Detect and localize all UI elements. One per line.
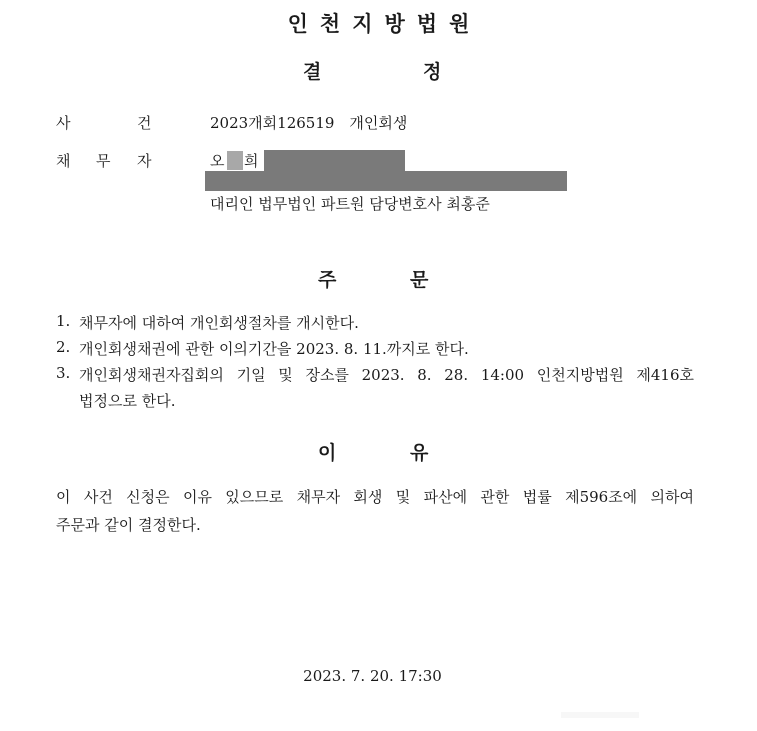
case-number: 2023개회126519 개인회생 — [210, 114, 408, 132]
case-label-char-1: 사 — [56, 114, 71, 132]
order-heading-char-1: 주 — [318, 269, 337, 291]
debtor-label-char-2: 무 — [96, 152, 111, 170]
court-title: 인천지방법원 — [287, 12, 482, 36]
order-item-continuation: 법정으로 한다. — [79, 392, 176, 410]
debtor-agent: 대리인 법무법인 파트원 담당변호사 최홍준 — [210, 195, 490, 213]
case-label-char-2: 건 — [137, 114, 152, 132]
reason-heading-char-1: 이 — [318, 442, 337, 464]
order-item-text: 개인회생채권자집회의 기일 및 장소를 2023. 8. 28. 14:00 인천지방법원 제416호 — [79, 366, 694, 384]
redaction-block — [205, 171, 567, 191]
faint-mark — [561, 712, 639, 718]
reason-text-line-2: 주문과 같이 결정한다. — [56, 516, 201, 534]
order-item-text: 채무자에 대하여 개인회생절차를 개시한다. — [79, 314, 359, 332]
reason-text-line-1: 이 사건 신청은 이유 있으므로 채무자 회생 및 파산에 관한 법률 제596조에 의하여 — [56, 488, 694, 506]
debtor-label-char-1: 채 — [56, 152, 71, 170]
order-heading-char-2: 문 — [410, 269, 429, 291]
debtor-name-last: 희 — [244, 152, 259, 170]
doc-type-char-2: 정 — [423, 61, 442, 83]
doc-type-char-1: 결 — [303, 61, 322, 83]
order-item-number: 3. — [56, 364, 71, 382]
debtor-label-char-3: 자 — [137, 152, 152, 170]
order-item-number: 2. — [56, 338, 71, 356]
reason-heading-char-2: 유 — [410, 442, 429, 464]
decision-date: 2023. 7. 20. 17:30 — [303, 667, 442, 685]
order-item-number: 1. — [56, 312, 71, 330]
redaction-block — [264, 150, 405, 171]
redaction-block — [227, 151, 243, 170]
order-item-text: 개인회생채권에 관한 이의기간을 2023. 8. 11.까지로 한다. — [79, 340, 469, 358]
debtor-name-first: 오 — [210, 152, 225, 170]
